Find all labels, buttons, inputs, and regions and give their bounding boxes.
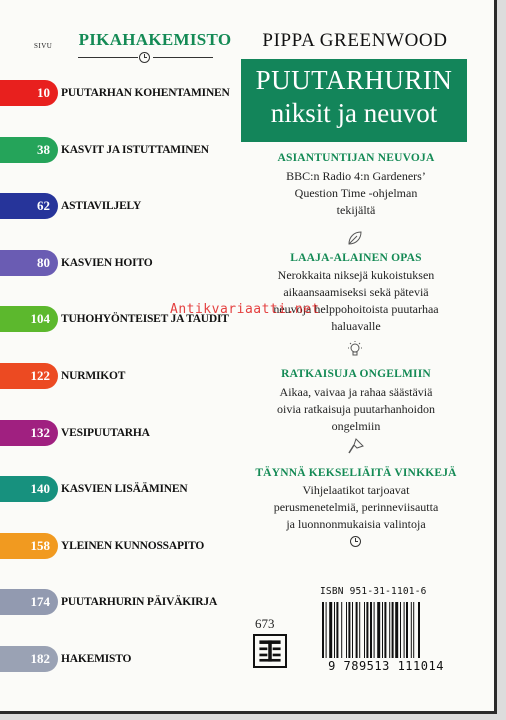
- barcode-bar: [364, 602, 365, 658]
- index-page-tab: 10: [0, 80, 58, 106]
- isbn: ISBN 951-31-1101-6: [320, 586, 427, 597]
- barcode-bar: [395, 602, 398, 658]
- section-line: BBC:n Radio 4:n Gardeners’: [286, 169, 426, 183]
- section-line: Question Time -ohjelman: [294, 186, 418, 200]
- section-heading: RATKAISUJA ONGELMIIN: [281, 368, 431, 380]
- barcode-bar: [356, 602, 358, 658]
- lightbulb-icon: [347, 340, 363, 358]
- barcode-bar: [348, 602, 350, 658]
- index-page-tab: 132: [0, 420, 58, 446]
- section-line: aikaansaamiseksi sekä päteviä: [283, 285, 429, 299]
- section-line: oivia ratkaisuja puutarhanhoidon: [277, 402, 435, 416]
- barcode-bar: [382, 602, 383, 658]
- page-column-label: SIVU: [34, 42, 53, 50]
- watermark-text: Antikvariaatti.net: [170, 302, 320, 317]
- index-rule-left: [78, 57, 138, 58]
- barcode-bar: [392, 602, 394, 658]
- barcode-bar: [370, 602, 372, 658]
- section-line: tekijältä: [336, 203, 376, 217]
- index-entry-label: TUHOHYÖNTEISET JA TAUDIT: [61, 313, 229, 325]
- index-page-tab: 122: [0, 363, 58, 389]
- barcode-bar: [341, 602, 342, 658]
- index-page-tab: 158: [0, 533, 58, 559]
- index-page-tab: 174: [0, 589, 58, 615]
- index-page-tab: 182: [0, 646, 58, 672]
- barcode-bar: [346, 602, 347, 658]
- index-page-tab: 140: [0, 476, 58, 502]
- barcode-bar: [322, 602, 324, 658]
- barcode-bar: [389, 602, 390, 658]
- section-body: [245, 384, 467, 435]
- barcode-bar: [359, 602, 360, 658]
- section-line: Nerokkaita niksejä kukoistuksen: [277, 268, 435, 282]
- section-line: haluavalle: [331, 319, 381, 333]
- section-body: [245, 168, 467, 219]
- barcode-bar: [413, 602, 414, 658]
- clock-icon: [350, 536, 361, 547]
- index-entry-label: KASVIEN HOITO: [61, 257, 153, 269]
- barcode-bar: [336, 602, 338, 658]
- section-body: [245, 267, 467, 335]
- index-entry-label: HAKEMISTO: [61, 653, 132, 665]
- index-entry-label: VESIPUUTARHA: [61, 427, 150, 439]
- title-line-1: PUUTARHURIN: [255, 65, 453, 95]
- barcode-bar: [352, 602, 353, 658]
- section-heading: TÄYNNÄ KEKSELIÄITÄ VINKKEJÄ: [255, 467, 457, 479]
- section-line: perusmenetelmiä, perinneviisautta: [273, 500, 439, 514]
- barcode-bar: [418, 602, 420, 658]
- index-entry-label: YLEINEN KUNNOSSAPITO: [61, 540, 205, 552]
- barcode-bar: [329, 602, 332, 658]
- barcode-bar: [366, 602, 368, 658]
- index-page-tab: 62: [0, 193, 58, 219]
- barcode: [322, 602, 454, 658]
- barcode-bar: [377, 602, 380, 658]
- barcode-bar: [334, 602, 335, 658]
- index-heading: PIKAHAKEMISTO: [78, 30, 232, 49]
- barcode-number: 9 789513 111014: [328, 659, 444, 673]
- index-entry-label: ASTIAVILJELY: [61, 200, 142, 212]
- barcode-bar: [411, 602, 412, 658]
- index-entry-label: NURMIKOT: [61, 370, 126, 382]
- section-heading: ASIANTUNTIJAN NEUVOJA: [277, 152, 435, 164]
- barcode-bar: [406, 602, 408, 658]
- section-line: ja luonnonmukaisia valintoja: [286, 517, 426, 531]
- index-entry-label: KASVIEN LISÄÄMINEN: [61, 483, 188, 495]
- author-name: PIPPA GREENWOOD: [262, 30, 448, 51]
- trowel-icon: [347, 437, 365, 455]
- leaf-icon: [347, 230, 363, 246]
- index-page-tab: 104: [0, 306, 58, 332]
- clock-icon: [139, 52, 150, 63]
- barcode-bar: [404, 602, 405, 658]
- index-entry-label: PUUTARHURIN PÄIVÄKIRJA: [61, 596, 218, 608]
- section-line: ongelmiin: [331, 419, 381, 433]
- title-line-2: niksit ja neuvot: [270, 98, 438, 128]
- index-entry-label: KASVIT JA ISTUTTAMINEN: [61, 144, 209, 156]
- index-page-tab: 38: [0, 137, 58, 163]
- index-rule-right: [153, 57, 213, 58]
- barcode-bar: [374, 602, 375, 658]
- barcode-bar: [384, 602, 386, 658]
- barcode-bar: [400, 602, 401, 658]
- section-line: neuvoja helppohoitoista puutarhaa: [273, 302, 439, 316]
- section-body: [245, 482, 467, 533]
- section-heading: LAAJA-ALAINEN OPAS: [290, 252, 422, 264]
- section-line: Vihjelaatikot tarjoavat: [302, 483, 410, 497]
- barcode-bar: [326, 602, 327, 658]
- index-entry-label: PUUTARHAN KOHENTAMINEN: [61, 87, 230, 99]
- section-line: Aikaa, vaivaa ja rahaa säästäviä: [279, 385, 433, 399]
- publisher-number: 673: [255, 616, 275, 631]
- publisher-logo: [253, 634, 287, 668]
- title-block: [241, 59, 467, 142]
- index-page-tab: 80: [0, 250, 58, 276]
